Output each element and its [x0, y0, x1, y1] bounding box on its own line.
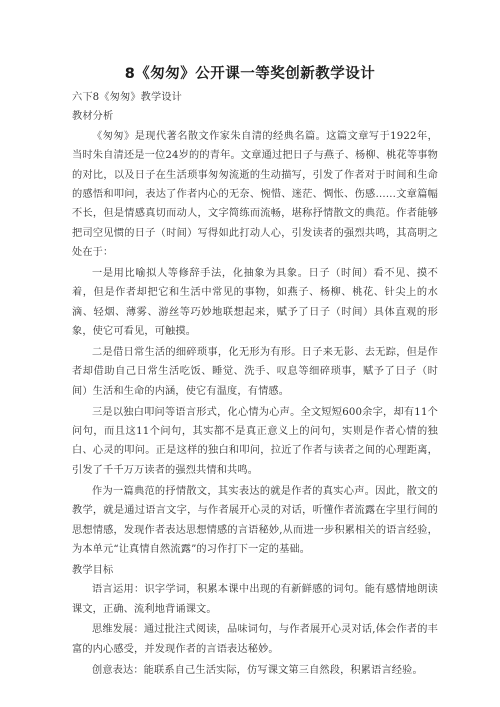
document-title: 8《匆匆》公开课一等奖创新教学设计: [124, 66, 376, 82]
goal-language: 语言运用：识字学词，积累本课中出现的有新鲜感的词句。能有感情地朗读课文，正确、流利地背诵课文。: [72, 584, 438, 615]
paragraph-summary: 作为一篇典范的抒情散文，其实表达的就是作者的真实心声。因此，散文的教学，就是通过语言文字，与作者展开心灵的对话，听懂作者流露在字里行间的思想情感，发现作者表达思想情感的言语秘妙,从而进一步积累相关的语言经验，为本单元“让真情自然流露”的习作打下一定的基础。: [72, 485, 438, 555]
goal-creative: 创意表达：能联系自己生活实际，仿写课文第三自然段，积累语言经验。: [92, 664, 423, 676]
paragraph-intro: 《匆匆》是现代著名散文作家朱自清的经典名篇。这篇文章写于1922年，当时朱自清还是一位24岁的的青年。文章通过把日子与燕子、杨柳、桃花等事物的对比，以及日子在生活琐事匆匆流逝的生动描写，引发了作者对于时间和生命的感悟和叩问，表达了作者内心的无奈、惋惜、迷茫、惆怅、伤感……文章篇幅不长，但是情感真切而动人，文字简练而流畅，堪称抒情散文的典范。作者能够把司空见惯的日子（时间）写得如此打动人心，引发读者的强烈共鸣，其高明之处在于：: [72, 130, 438, 259]
goal-thinking: 思维发展：通过批注式阅读，品味词句，与作者展开心灵对话,体会作者的丰富的内心感受，并发现作者的言语表达秘妙。: [72, 624, 438, 655]
paragraph-point-three: 三是以独白叩问等语言形式，化心情为心声。全文短短600余字，却有11个问句，而且这11个问句，其实都不是真正意义上的问句，实则是作者心情的独白、心灵的叩问。正是这样的独白和叩问，拉近了作者与读者之间的心理距离，引发了千千万万读者的强烈共情和共鸣。: [72, 406, 438, 476]
paragraph-point-one: 一是用比喻拟人等修辞手法，化抽象为具象。日子（时间）看不见、摸不着，但是作者却把它和生活中常见的事物，如燕子、杨柳、桃花、针尖上的水滴、轻烟、薄雾、游丝等巧妙地联想起来，赋予了日子（时间）具体直观的形象，使它可看见，可触摸。: [72, 268, 438, 338]
section-heading-analysis: 教材分析: [72, 111, 114, 123]
document-body: [72, 88, 438, 680]
document-subtitle: 六下8《匆匆》教学设计: [72, 92, 183, 103]
paragraph-point-two: 二是借日常生活的细碎琐事，化无形为有形。日子来无影、去无踪，但是作者却借助自己日常生活吃饭、睡觉、洗手、叹息等细碎琐事，赋予了日子（时间）生活和生命的内涵，使它有温度，有情感。: [72, 347, 438, 397]
section-heading-goals: 教学目标: [72, 564, 114, 576]
